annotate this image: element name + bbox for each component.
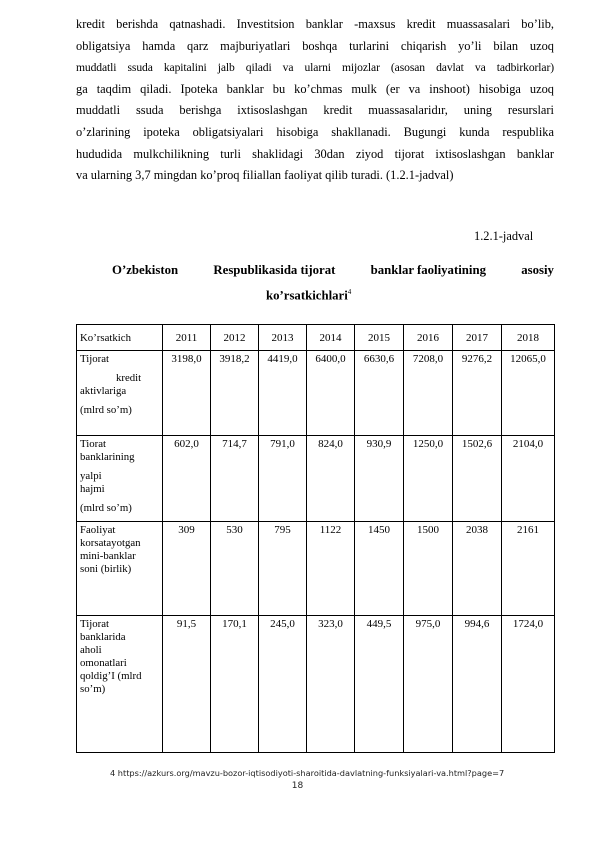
- value-cell: 530: [211, 522, 259, 616]
- value-cell: 2104,0: [502, 436, 555, 522]
- row-label: Tijorat banklarida aholi omonatlari qoldig’I (mlrd so’m): [77, 616, 163, 753]
- value-cell: 12065,0: [502, 351, 555, 436]
- value-cell: 1122: [307, 522, 355, 616]
- row-label: Tijorat kredit aktivlariga (mlrd so’m): [77, 351, 163, 436]
- table-title-line-1: [112, 263, 554, 278]
- value-cell: 6630,6: [355, 351, 404, 436]
- value-cell: 824,0: [307, 436, 355, 522]
- value-cell: 170,1: [211, 616, 259, 753]
- table-header-row: [77, 325, 555, 351]
- year-cell: 2015: [355, 325, 404, 351]
- value-cell: 4419,0: [259, 351, 307, 436]
- value-cell: 3918,2: [211, 351, 259, 436]
- title-word: ko’rsatkichlari: [266, 288, 348, 303]
- value-cell: 449,5: [355, 616, 404, 753]
- value-cell: 309: [163, 522, 211, 616]
- header-cell: Ko’rsatkich: [77, 325, 163, 351]
- row-label: Tiorat banklarining yalpi hajmi (mlrd so’m): [77, 436, 163, 522]
- year-cell: 2018: [502, 325, 555, 351]
- value-cell: 1500: [404, 522, 453, 616]
- value-cell: 245,0: [259, 616, 307, 753]
- year-cell: 2017: [453, 325, 502, 351]
- value-cell: 9276,2: [453, 351, 502, 436]
- row-label: Faoliyat korsatayotgan mini-banklar soni (birlik): [77, 522, 163, 616]
- table-row: [77, 522, 555, 616]
- value-cell: 994,6: [453, 616, 502, 753]
- year-cell: 2012: [211, 325, 259, 351]
- paragraph-line: ga taqdim qiladi. Ipoteka banklar bu ko’chmas mulk (er va inshoot) hisobiga uzoq: [76, 81, 554, 96]
- table-row: [77, 436, 555, 522]
- paragraph-line: hududida mulkchilikning turli shaklidagi 30dan ziyod tijorat ixtisoslashgan banklar: [76, 146, 554, 161]
- value-cell: 6400,0: [307, 351, 355, 436]
- value-cell: 602,0: [163, 436, 211, 522]
- paragraph-line: va ularning 3,7 mingdan ko’proq filiallan faoliyat qilib turadi. (1.2.1-jadval): [76, 168, 454, 183]
- year-cell: 2011: [163, 325, 211, 351]
- value-cell: 3198,0: [163, 351, 211, 436]
- body-paragraph: [76, 14, 554, 187]
- value-cell: 91,5: [163, 616, 211, 753]
- year-cell: 2016: [404, 325, 453, 351]
- value-cell: 7208,0: [404, 351, 453, 436]
- paragraph-line: o’zlarining ipoteka obligatsiyalari hisobiga shakllanadi. Bugungi kunda respublika: [76, 124, 554, 139]
- table-title-line-2: [266, 288, 351, 303]
- table-number: 1.2.1-jadval: [474, 229, 534, 243]
- indicators-table: [76, 324, 555, 753]
- title-word: Respublikasida tijorat: [213, 263, 336, 277]
- value-cell: 1502,6: [453, 436, 502, 522]
- title-word: banklar faoliyatining: [370, 263, 486, 277]
- footnote: 4 https://azkurs.org/mavzu-bozor-iqtisodiyoti-sharoitida-davlatning-funksiyalari-va.html?page=7: [110, 768, 505, 778]
- paragraph-line: muddatli ssuda berishga ixtisoslashgan kredit muassasalaridır, uning resurslari: [76, 103, 554, 118]
- title-word: asosiy: [521, 263, 554, 277]
- year-cell: 2014: [307, 325, 355, 351]
- value-cell: 323,0: [307, 616, 355, 753]
- paragraph-line: kredit berishda qatnashadi. Investitsion banklar -maxsus kredit muassasalari bo’lib,: [76, 17, 554, 31]
- value-cell: 791,0: [259, 436, 307, 522]
- value-cell: 2038: [453, 522, 502, 616]
- paragraph-line: muddatli ssuda kapitalini jalb qiladi va ularni mijozlar (asosan davlat va tadbirkorlar): [76, 61, 554, 75]
- value-cell: 714,7: [211, 436, 259, 522]
- footnote-mark: 4: [347, 288, 352, 296]
- table-row: [77, 351, 555, 436]
- value-cell: 1450: [355, 522, 404, 616]
- value-cell: 975,0: [404, 616, 453, 753]
- value-cell: 1250,0: [404, 436, 453, 522]
- value-cell: 2161: [502, 522, 555, 616]
- page-number: 18: [291, 781, 304, 791]
- value-cell: 930,9: [355, 436, 404, 522]
- value-cell: 1724,0: [502, 616, 555, 753]
- paragraph-line: obligatsiya hamda qarz majburiyatlari boshqa turlarini chiqarish yo’li bilan uzoq: [76, 38, 554, 53]
- value-cell: 795: [259, 522, 307, 616]
- year-cell: 2013: [259, 325, 307, 351]
- table-row: [77, 616, 555, 753]
- title-word: O’zbekiston: [112, 263, 179, 277]
